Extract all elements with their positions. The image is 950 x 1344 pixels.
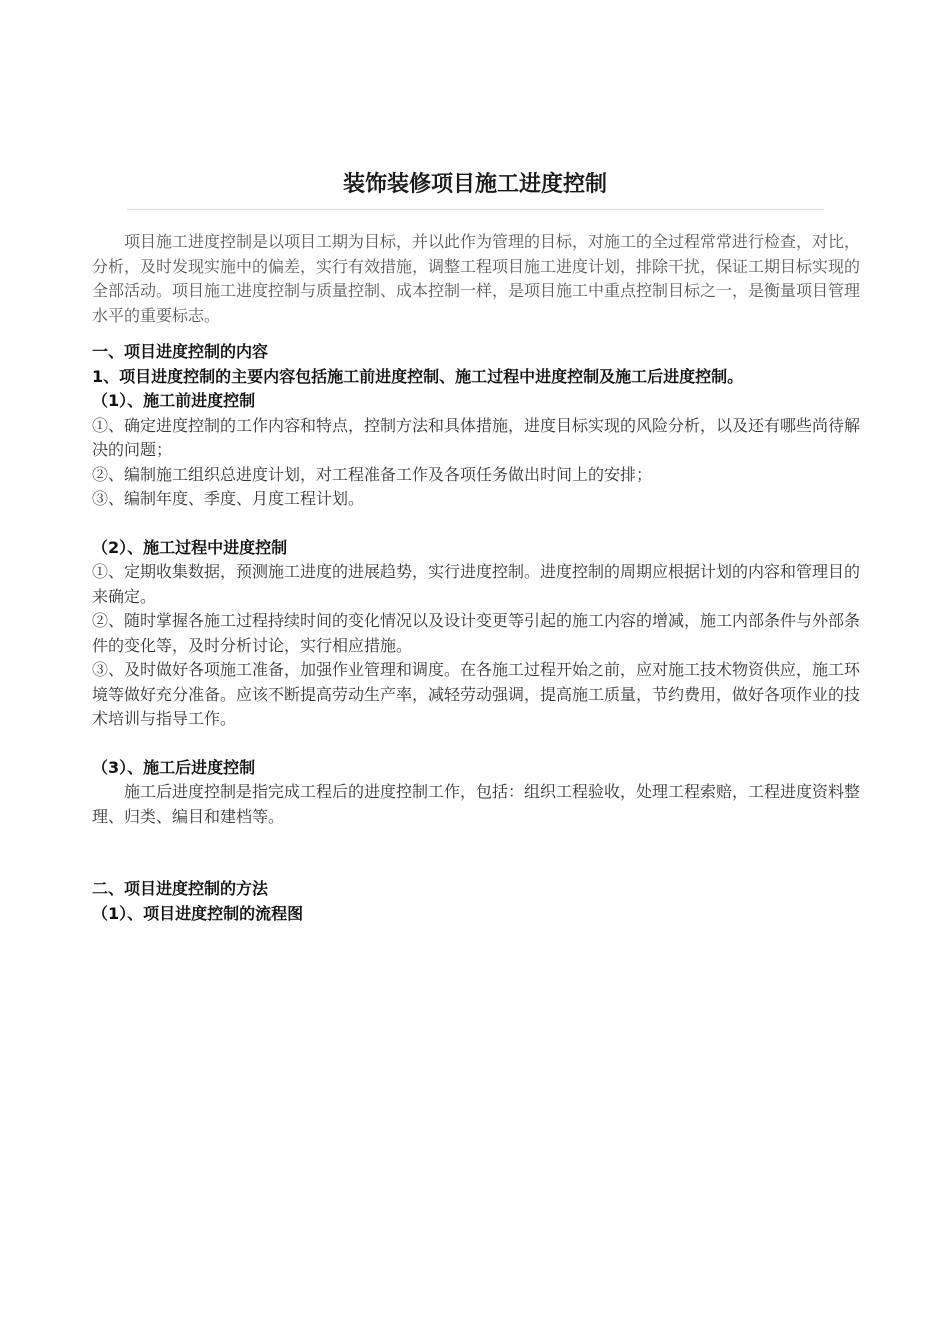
part-heading-before-construction: （1）、施工前进度控制: [92, 391, 256, 410]
part-heading-during-construction: （2）、施工过程中进度控制: [92, 537, 288, 557]
document-body: [92, 230, 864, 926]
title-divider: [127, 209, 824, 210]
document-title: 装饰装修项目施工进度控制: [342, 172, 607, 197]
section-heading-content: 一、项目进度控制的内容: [92, 342, 269, 361]
part-heading-after-construction: （3）、施工后进度控制: [92, 757, 256, 777]
spacer: [92, 328, 864, 340]
list-item: ①、定期收集数据，预测施工进度的进展趋势，实行进度控制。进度控制的周期应根据计划的内容和管理目的来确定。: [92, 562, 861, 606]
list-item: ③、及时做好各项施工准备，加强作业管理和调度。在各施工过程开始之前，应对施工技术物资供应，施工环境等做好充分准备。应该不断提高劳动生产率，减轻劳动强调，提高施工质量，节约费用，做好各项作业的技术培训与指导工作。: [92, 660, 861, 728]
part-heading-flowchart: （1）、项目进度控制的流程图: [92, 903, 304, 923]
after-construction-paragraph: 施工后进度控制是指完成工程后的进度控制工作，包括：组织工程验收，处理工程索赔，工程进度资料整理、归类、编目和建档等。: [92, 782, 861, 826]
spacer: [92, 829, 864, 877]
list-item: ③、编制年度、季度、月度工程计划。: [92, 489, 365, 508]
list-item: ①、确定进度控制的工作内容和特点，控制方法和具体措施，进度目标实现的风险分析，以及还有哪些尚待解决的问题；: [92, 415, 861, 459]
spacer: [92, 512, 864, 536]
list-item: ②、随时掌握各施工过程持续时间的变化情况以及设计变更等引起的施工内容的增减，施工内部条件与外部条件的变化等，及时分析讨论，实行相应措施。: [92, 611, 861, 655]
section-heading-methods: 二、项目进度控制的方法: [92, 879, 269, 898]
spacer: [92, 732, 864, 756]
section-subheading-main: 1、项目进度控制的主要内容包括施工前进度控制、施工过程中进度控制及施工后进度控制。: [92, 366, 744, 386]
list-item: ②、编制施工组织总进度计划，对工程准备工作及各项任务做出时间上的安排；: [92, 464, 653, 484]
intro-paragraph: 项目施工进度控制是以项目工期为目标，并以此作为管理的目标，对施工的全过程常常进行检查，对比，分析，及时发现实施中的偏差，实行有效措施，调整工程项目施工进度计划，排除干扰，保证工期目标实现的全部活动。项目施工进度控制与质量控制、成本控制一样，是项目施工中重点控制目标之一，是衡量项目管理水平的重要标志。: [92, 232, 861, 325]
